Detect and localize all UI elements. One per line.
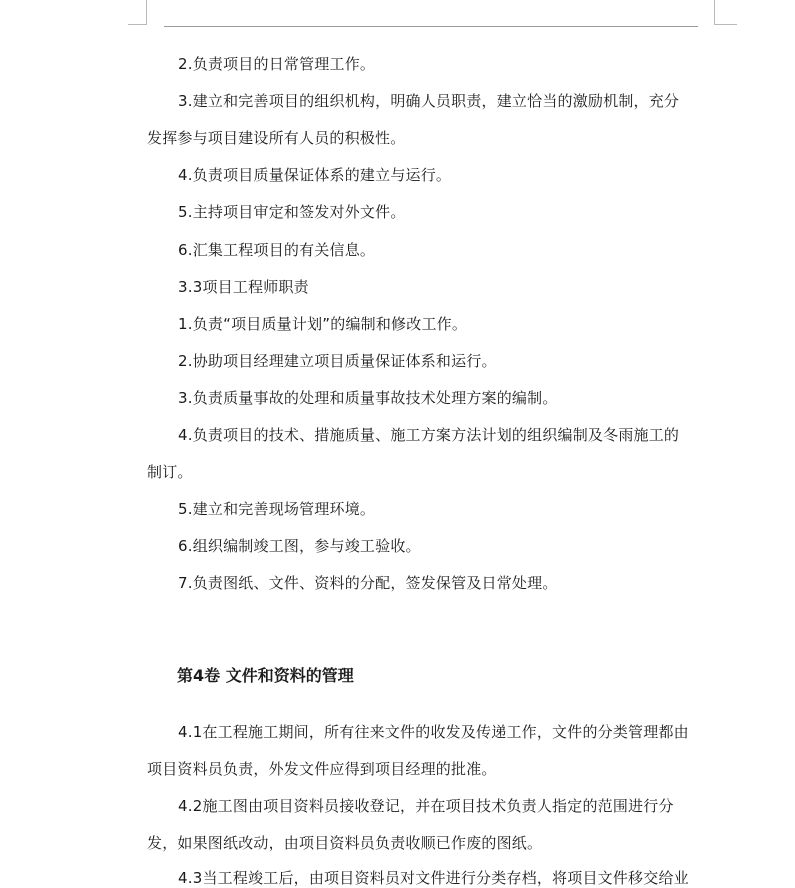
chapter-heading: 第4卷 文件和资料的管理: [177, 666, 354, 685]
header-rule: [164, 26, 698, 27]
paragraph-line: 4.负责项目质量保证体系的建立与运行。: [178, 166, 452, 184]
paragraph-line: 项目资料员负责，外发文件应得到项目经理的批准。: [147, 760, 497, 778]
paragraph-line: 制订。: [147, 463, 193, 481]
paragraph-line: 6.汇集工程项目的有关信息。: [178, 241, 376, 259]
margin-corner-mark-left: [128, 0, 147, 25]
subsection-heading: 3.3项目工程师职责: [178, 278, 309, 296]
paragraph-line: 4.2施工图由项目资料员接收登记，并在项目技术负责人指定的范围进行分: [178, 797, 674, 815]
paragraph-line: 7.负责图纸、文件、资料的分配，签发保管及日常处理。: [178, 574, 558, 592]
paragraph-line: 发，如果图纸改动，由项目资料员负责收顺已作废的图纸。: [147, 834, 543, 852]
margin-corner-mark-right: [714, 0, 737, 25]
paragraph-line: 5.主持项目审定和签发对外文件。: [178, 203, 406, 221]
paragraph-line: 3.建立和完善项目的组织机构，明确人员职责，建立恰当的激励机制，充分: [178, 92, 680, 110]
paragraph-line: 6.组织编制竣工图，参与竣工验收。: [178, 537, 421, 555]
paragraph-line: 4.3当工程竣工后，由项目资料员对文件进行分类存档，将项目文件移交给业: [178, 869, 689, 887]
paragraph-line: 4.1在工程施工期间，所有往来文件的收发及传递工作，文件的分类管理都由: [178, 723, 689, 741]
paragraph-line: 发挥参与项目建设所有人员的积极性。: [147, 129, 406, 147]
paragraph-line: 1.负责“项目质量计划”的编制和修改工作。: [178, 315, 468, 333]
paragraph-line: 3.负责质量事故的处理和质量事故技术处理方案的编制。: [178, 389, 558, 407]
paragraph-line: 4.负责项目的技术、措施质量、施工方案方法计划的组织编制及冬雨施工的: [178, 426, 680, 444]
paragraph-line: 5.建立和完善现场管理环境。: [178, 500, 376, 518]
paragraph-line: 2.负责项目的日常管理工作。: [178, 55, 376, 73]
paragraph-line: 2.协助项目经理建立项目质量保证体系和运行。: [178, 352, 497, 370]
